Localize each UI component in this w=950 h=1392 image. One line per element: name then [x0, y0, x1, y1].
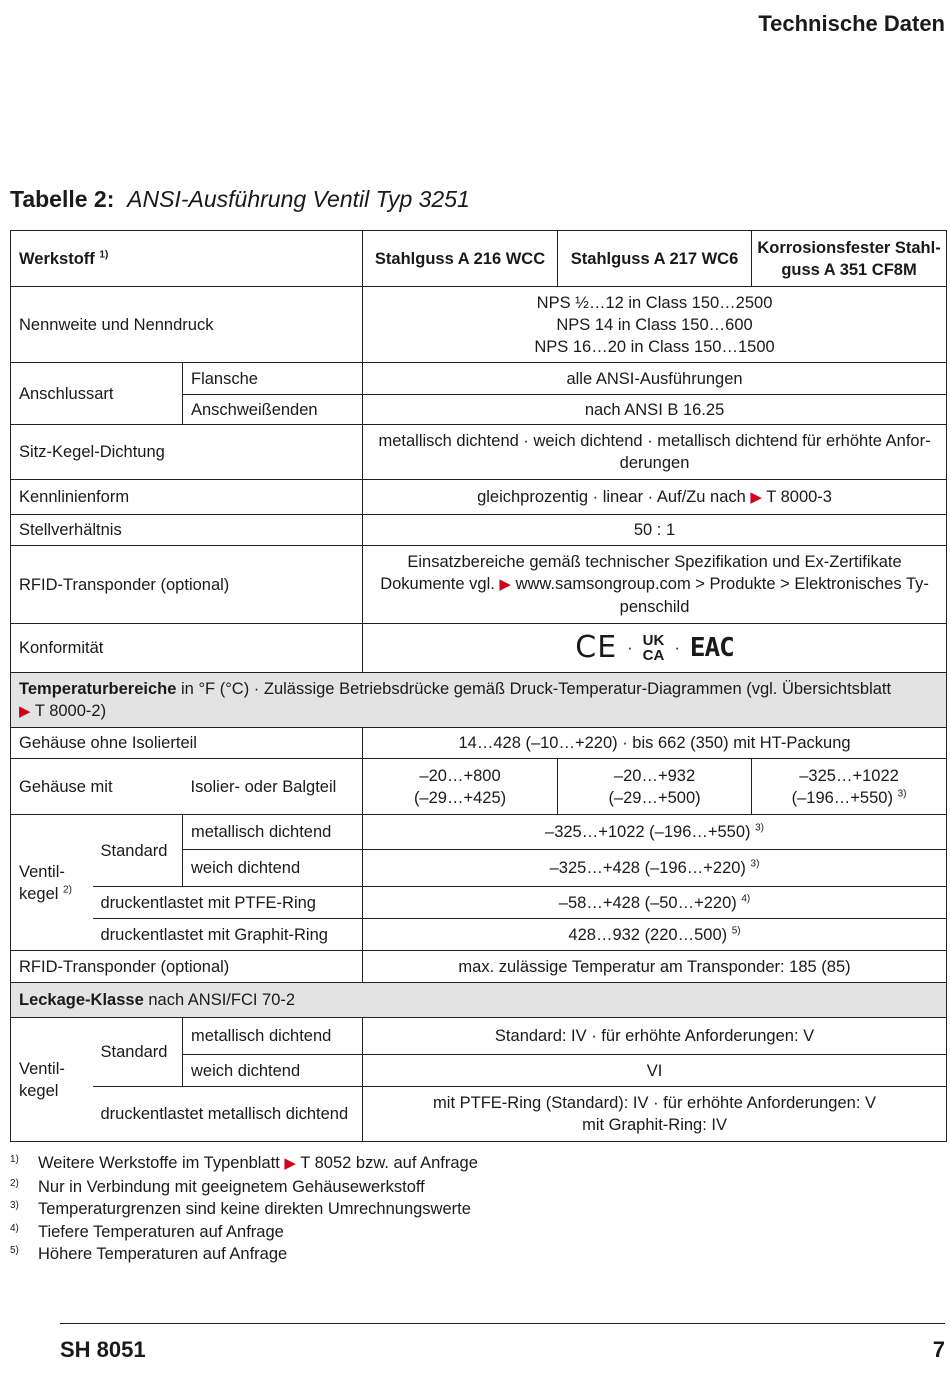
plug-temp-label: Ventil- kegel $^{2)}$ [11, 815, 93, 951]
table-caption [10, 186, 470, 213]
plug-temp-ptfe-label: druckentlastet mit PTFE-Ring [93, 887, 363, 919]
characteristic-label: Kennlinienform [11, 480, 363, 515]
ce-mark-icon: CE [575, 630, 618, 665]
plug-temp-standard-label: Standard [93, 815, 183, 887]
table-row [11, 1018, 947, 1055]
rfid-temp-label: RFID-Transponder (optional) [11, 951, 363, 983]
leak-balanced-value: mit PTFE-Ring (Standard): IV · für erhöhte Anforderungen: V mit Graphit-Ring: IV [363, 1087, 947, 1142]
footnote: 5) Höhere Temperaturen auf Anfrage [10, 1245, 288, 1263]
leak-metal-label: metallisch dichtend [183, 1018, 363, 1055]
rfid-label: RFID-Transponder (optional) [11, 546, 363, 624]
conformity-label: Konformität [11, 624, 363, 673]
plug-temp-graphite-label: druckentlastet mit Graphit-Ring [93, 919, 363, 951]
leak-standard-label: Standard [93, 1018, 183, 1087]
plug-temp-metal-value: –325…+1022 (–196…+550) $^{3)}$ [363, 815, 947, 850]
flanges-label: Flansche [183, 363, 363, 395]
rfid-temp-value: max. zulässige Temperatur am Transponder: 185 (85) [363, 951, 947, 983]
leak-balanced-label: druckentlastet metallisch dichtend [93, 1087, 363, 1142]
leak-soft-label: weich dichtend [183, 1055, 363, 1087]
col-cf8m-header: Korrosionsfester Stahl-guss A 351 CF8M [752, 231, 947, 287]
conformity-value [363, 624, 947, 673]
table-row [11, 515, 947, 546]
body-no-insulation-label: Gehäuse ohne Isolierteil [11, 728, 363, 759]
flanges-value: alle ANSI-Ausführungen [363, 363, 947, 395]
leakage-section-row [11, 983, 947, 1018]
rangeability-value: 50 : 1 [363, 515, 947, 546]
nominal-value: NPS ½…12 in Class 150…2500 NPS 14 in Class 150…600 NPS 16…20 in Class 150…1500 [363, 287, 947, 363]
footnote: 1) Weitere Werkstoffe im Typenblatt ▶ T 8052 bzw. auf Anfrage [10, 1154, 478, 1172]
plug-temp-graphite-value: 428…932 (220…500) $^{5)}$ [363, 919, 947, 951]
ukca-mark-icon: UK CA [642, 632, 665, 664]
document-number: SH 8051 [60, 1337, 146, 1362]
triangle-right-icon: ▶ [750, 488, 762, 506]
leak-metal-value: Standard: IV · für erhöhte Anforderungen: V [363, 1018, 947, 1055]
section-title: Technische Daten [758, 11, 945, 36]
separator: · [627, 639, 633, 657]
separator: · [674, 639, 680, 657]
temperature-section-title: Temperaturbereiche in °F (°C) · Zulässige Betriebsdrücke gemäß Druck-Temperatur-Diagrammen (vgl. Übersichtsblatt ▶ T 8000-2) [11, 673, 947, 728]
table-row [11, 624, 947, 673]
body-with-wc6: –20…+932 (–29…+500) [558, 759, 752, 815]
triangle-right-icon: ▶ [284, 1155, 296, 1172]
footnote: 4) Tiefere Temperaturen auf Anfrage [10, 1222, 284, 1241]
footnotes [10, 1152, 478, 1266]
plug-temp-metal-label: metallisch dichtend [183, 815, 363, 850]
table-row [11, 1087, 947, 1142]
connection-label: Anschlussart [11, 363, 183, 425]
table-header-row [11, 231, 947, 287]
welding-label: Anschweißenden [183, 395, 363, 425]
spec-table [10, 230, 947, 1142]
body-with-wcc: –20…+800 (–29…+425) [363, 759, 558, 815]
body-with-label: Gehäuse mit [11, 759, 183, 815]
table-row [11, 546, 947, 624]
page-number: 7 [932, 1337, 945, 1362]
body-with-sublabel: Isolier- oder Balgteil [183, 759, 363, 815]
material-header: Werkstoff $^{1)}$ [11, 231, 363, 287]
triangle-right-icon: ▶ [499, 576, 511, 593]
footer-divider [60, 1323, 945, 1324]
eac-mark-icon: EAC [689, 633, 734, 663]
seat-seal-label: Sitz-Kegel-Dichtung [11, 425, 363, 480]
leak-soft-value: VI [363, 1055, 947, 1087]
table-row [11, 951, 947, 983]
table-row [11, 287, 947, 363]
table-row [11, 919, 947, 951]
table-row [11, 815, 947, 850]
table-row [11, 363, 947, 395]
triangle-right-icon: ▶ [19, 702, 31, 720]
temperature-section-row [11, 673, 947, 728]
seat-seal-value: metallisch dichtend · weich dichtend · metallisch dichtend für erhöhte Anfor-derungen [363, 425, 947, 480]
nominal-label: Nennweite und Nenndruck [11, 287, 363, 363]
plug-temp-ptfe-value: –58…+428 (–50…+220) $^{4)}$ [363, 887, 947, 919]
col-wc6-header: Stahlguss A 217 WC6 [558, 231, 752, 287]
table-row [11, 425, 947, 480]
col-wcc-header: Stahlguss A 216 WCC [363, 231, 558, 287]
body-with-cf8m: –325…+1022 (–196…+550) $^{3)}$ [752, 759, 947, 815]
table-row [11, 480, 947, 515]
caption-label: Tabelle 2: [10, 186, 115, 212]
body-no-insulation-value: 14…428 (–10…+220) · bis 662 (350) mit HT-Packung [363, 728, 947, 759]
leakage-section-title: Leckage-Klasse nach ANSI/FCI 70-2 [11, 983, 947, 1018]
rfid-value: Einsatzbereiche gemäß technischer Spezifikation und Ex-Zertifikate Dokumente vgl. ▶ www.samsongroup.com > Produkte > Elektronisches Ty-penschild [363, 546, 947, 624]
table-row [11, 759, 947, 815]
footnote: 3) Temperaturgrenzen sind keine direkten Umrechnungswerte [10, 1200, 471, 1218]
plug-temp-soft-value: –325…+428 (–196…+220) $^{3)}$ [363, 850, 947, 887]
plug-temp-soft-label: weich dichtend [183, 850, 363, 887]
footnote: 2) Nur in Verbindung mit geeignetem Gehäusewerkstoff [10, 1177, 425, 1196]
leak-plug-label: Ventil- kegel [11, 1018, 93, 1142]
table-row [11, 728, 947, 759]
characteristic-value: gleichprozentig · linear · Auf/Zu nach ▶ T 8000-3 [363, 480, 947, 515]
welding-value: nach ANSI B 16.25 [363, 395, 947, 425]
caption-title: ANSI-Ausführung Ventil Typ 3251 [127, 186, 470, 212]
table-row [11, 887, 947, 919]
rangeability-label: Stellverhältnis [11, 515, 363, 546]
